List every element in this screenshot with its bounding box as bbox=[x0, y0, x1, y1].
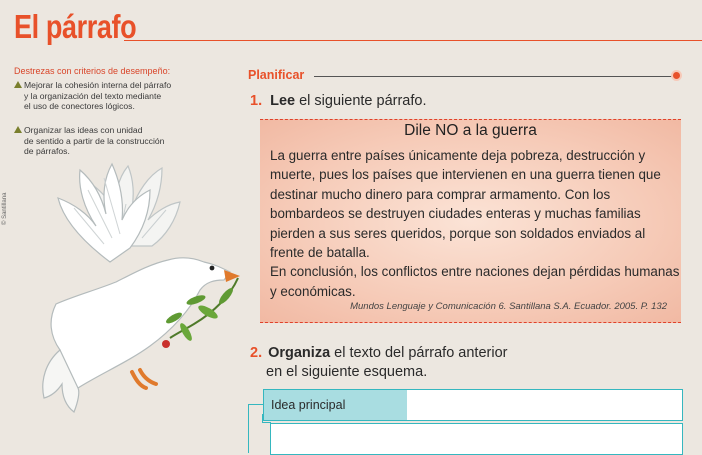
main-idea-field[interactable] bbox=[263, 389, 683, 421]
section-dot-icon bbox=[673, 72, 680, 79]
paragraph-body bbox=[270, 146, 680, 301]
step-1 bbox=[250, 93, 426, 109]
scheme-branch bbox=[262, 414, 271, 423]
section-label: Planificar bbox=[248, 68, 305, 82]
page-title: El párrafo bbox=[14, 8, 137, 45]
paragraph-source: Mundos Lenguaje y Comunicación 6. Santillana S.A. Ecuador. 2005. P. 132 bbox=[350, 301, 667, 312]
criteria-heading: Destrezas con criterios de desempeño: bbox=[14, 66, 171, 76]
section-divider bbox=[314, 76, 674, 77]
paragraph-title: Dile NO a la guerra bbox=[404, 122, 537, 139]
step-number: 2. bbox=[250, 345, 263, 361]
paragraph-conclusion: En conclusión, los conflictos entre naciones dejan pérdidas humanas y económicas. bbox=[270, 264, 680, 299]
main-idea-label: Idea principal bbox=[264, 390, 407, 420]
scheme-connector-vertical bbox=[248, 404, 249, 453]
image-credit: © Santillana bbox=[2, 192, 8, 225]
step-verb: Organiza bbox=[268, 345, 331, 361]
step-text-line2: en el siguiente esquema. bbox=[266, 364, 428, 380]
step-text: el texto del párrafo anterior bbox=[330, 345, 508, 361]
dove-illustration bbox=[0, 0, 263, 453]
step-number: 1. bbox=[250, 93, 263, 109]
criteria-item-text: Mejorar la cohesión interna del párrafo y la organización del texto mediante el uso de conectores lógicos. bbox=[24, 80, 172, 111]
paragraph-text: La guerra entre países únicamente deja pobreza, destrucción y muerte, pues los países que intervienen en una guerra tienen que destinar mucho dinero para comprar armamento. Con los bombardeos se destruyen ciudades enteras y muchas familias pierden a sus seres queridos, porque son soldados enviados al frente de batalla. bbox=[270, 148, 661, 261]
scheme-connector bbox=[248, 404, 263, 405]
step-2 bbox=[250, 344, 507, 382]
step-text: el siguiente párrafo. bbox=[295, 93, 427, 109]
reading-paragraph-box bbox=[260, 119, 681, 323]
criteria-item-text: Organizar las ideas con unidad de sentido a partir de la construcción de párrafos. bbox=[24, 125, 165, 156]
main-idea-answer-field[interactable] bbox=[270, 423, 683, 455]
step-verb: Lee bbox=[270, 93, 296, 109]
